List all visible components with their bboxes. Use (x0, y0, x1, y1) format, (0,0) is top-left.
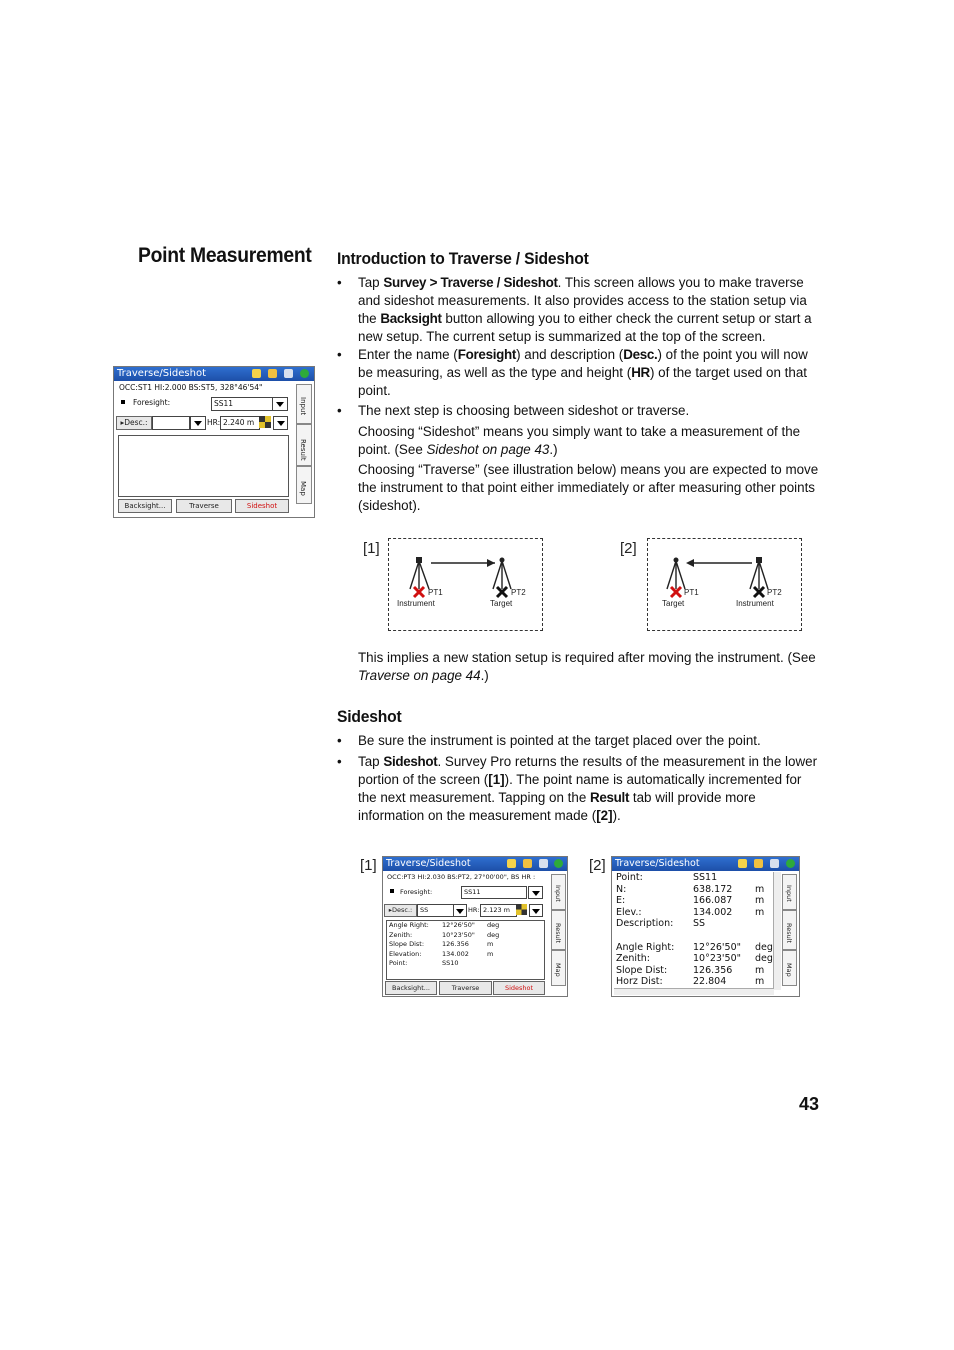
title-bar (114, 367, 314, 381)
new-setup-paragraph: This implies a new station setup is required after moving the instrument. (See Traverse on page 44.) (358, 650, 816, 683)
result-details (615, 872, 775, 988)
traverse-paragraph: Choosing “Traverse” (see illustration below) means you are expected to move the instrument to that point either immediately or after measuring other points (sideshot). (358, 462, 819, 513)
row-unit: m (487, 940, 494, 948)
sideshot-result-screen (382, 856, 568, 997)
row-value: 134.002 (693, 906, 733, 918)
bullet-dot: • (337, 733, 342, 748)
result-row (387, 921, 544, 931)
ok-icon[interactable] (554, 859, 563, 868)
row-label: N: (616, 883, 627, 895)
sideshot-term: Sideshot (383, 754, 438, 769)
row-label: Point: (389, 959, 408, 967)
row-label: Angle Right: (389, 921, 429, 929)
row-unit: m (755, 906, 765, 918)
occupied-summary: OCC:PT3 HI:2.030 BS:PT2, 27°00'00", BS HR : (387, 873, 536, 881)
tab-map[interactable]: Map (551, 950, 566, 986)
star-icon[interactable] (754, 859, 763, 868)
instrument-head-icon (416, 557, 422, 563)
row-value: 126.356 (693, 964, 733, 976)
desc-dropdown[interactable] (190, 416, 206, 430)
intro-bullet-1: • Tap Survey > Traverse / Sideshot. This screen allows you to make traverse and sideshot measurements. It also provides access to the station setup via the Backsight button allowing you to either check the current setup or start a new setup. The current setup is summarized at the top of the screen. (337, 275, 812, 344)
result-row (387, 950, 544, 960)
instrument-label: Instrument (736, 599, 774, 608)
result-row (615, 872, 775, 884)
hr-label: HR: (207, 418, 221, 427)
intro-bullet-3: • The next step is choosing between sideshot or traverse. (337, 403, 690, 418)
foresight-label: Foresight: (133, 398, 171, 407)
result-row (615, 942, 775, 954)
ref-1: [1] (488, 772, 505, 787)
desc-button[interactable]: ▸Desc.: (384, 904, 417, 917)
row-unit: deg (487, 930, 500, 939)
traverse-button[interactable]: Traverse (176, 499, 232, 513)
hr-input[interactable]: 2.123 m (480, 904, 517, 917)
tab-result[interactable]: Result (782, 910, 797, 950)
desc-dropdown[interactable] (453, 904, 467, 917)
hr-input[interactable]: 2.240 m (220, 416, 260, 430)
diagram-2-graphic (648, 539, 801, 630)
sideshot-heading: Sideshot (337, 707, 402, 726)
clipboard-icon[interactable] (284, 369, 293, 378)
result-row (615, 976, 775, 988)
foresight-bullet (390, 889, 394, 893)
target-head-icon (674, 558, 679, 563)
result-row (615, 965, 775, 977)
traverse-ref[interactable]: Traverse on page 44 (358, 668, 481, 683)
row-value: 22.804 (693, 976, 727, 988)
row-unit: m (755, 895, 765, 907)
result-term: Result (590, 790, 630, 805)
tab-map[interactable]: Map (782, 950, 797, 986)
star-icon[interactable] (523, 859, 532, 868)
row-value: 12°26'50" (442, 921, 475, 929)
target-dropdown[interactable] (273, 416, 288, 430)
sideshot-bullet-1: • Be sure the instrument is pointed at the target placed over the point. (337, 733, 761, 748)
tab-result[interactable]: Result (551, 910, 566, 950)
instrument-head-icon (756, 557, 762, 563)
row-value: 134.002 (442, 949, 469, 958)
occupied-summary: OCC:ST1 HI:2.000 BS:ST5, 328°46'54" (119, 383, 263, 392)
help-icon[interactable] (507, 859, 516, 868)
row-value: SS (693, 918, 706, 930)
horizontal-scrollbar[interactable] (614, 988, 774, 995)
results-rows (387, 921, 544, 969)
help-icon[interactable] (738, 859, 747, 868)
backsight-button[interactable]: Backsight... (118, 499, 172, 513)
desc-term: Desc. (623, 347, 658, 362)
foresight-input[interactable]: SS11 (211, 397, 273, 411)
target-head-icon (500, 558, 505, 563)
traverse-sideshot-screen (113, 366, 315, 518)
row-label: Slope Dist: (616, 964, 668, 976)
section-title: Point Measurement (138, 244, 312, 267)
target-label: Target (490, 599, 513, 608)
pt2-label: PT2 (767, 588, 782, 597)
row-unit: deg (755, 941, 773, 953)
pt1-label: PT1 (428, 588, 443, 597)
title-bar (612, 857, 799, 871)
row-unit: deg (755, 953, 773, 965)
vertical-scrollbar[interactable] (773, 872, 781, 990)
desc-button[interactable]: ▸Desc.: (116, 416, 152, 430)
result-row (387, 931, 544, 941)
bullet-dot: • (337, 347, 342, 362)
row-value: SS11 (693, 872, 718, 883)
sideshot-button[interactable]: Sideshot (493, 981, 545, 995)
row-value: 12°26'50" (693, 941, 741, 953)
row-value: 10°23'50" (693, 953, 741, 965)
screen-3-label: [2] (589, 857, 606, 874)
page-number: 43 (799, 1094, 820, 1114)
screen-2-label: [1] (360, 857, 377, 874)
foresight-label: Foresight: (400, 888, 433, 896)
desc-input[interactable] (152, 416, 190, 430)
result-tab-screen (611, 856, 800, 997)
tab-input[interactable]: Input (296, 384, 312, 424)
target-type-icon[interactable] (259, 416, 271, 428)
diagram-1 (388, 538, 543, 631)
row-value: 10°23'50" (442, 930, 475, 939)
target-label: Target (662, 599, 685, 608)
row-unit: deg (487, 921, 500, 929)
diagram-2 (647, 538, 802, 631)
row-value: 166.087 (693, 895, 733, 907)
row-label: E: (616, 895, 626, 907)
row-label: Elevation: (389, 949, 422, 958)
intro-bullet-2: • Enter the name (Foresight) and description (Desc.) of the point you will now be measuring, as well as the type and height (HR) of the target used on that point. (337, 347, 808, 398)
results-list (386, 920, 545, 980)
result-row (615, 953, 775, 965)
star-icon[interactable] (268, 369, 277, 378)
diagram-1-graphic (389, 539, 542, 630)
row-unit: m (487, 949, 494, 958)
row-label: Elev.: (616, 906, 642, 918)
screen-title: Traverse/Sideshot (117, 368, 207, 379)
row-label: Slope Dist: (389, 940, 425, 948)
pt1-label: PT1 (684, 588, 699, 597)
backsight-button[interactable]: Backsight... (385, 981, 437, 995)
sideshot-paragraph: Choosing “Sideshot” means you simply want to take a measurement of the point. (See Sideshot on page 43.) (358, 424, 801, 457)
row-label: Zenith: (616, 953, 650, 965)
clipboard-icon[interactable] (539, 859, 548, 868)
tab-input[interactable]: Input (551, 874, 566, 910)
result-row (387, 959, 544, 969)
row-label: Horz Dist: (616, 976, 663, 988)
diagram-1-label: [1] (363, 540, 380, 557)
foresight-term: Foresight (457, 347, 517, 362)
bullet-dot: • (337, 754, 342, 769)
row-unit: m (755, 883, 765, 895)
row-label: Point: (616, 872, 643, 883)
bullet-dot: • (337, 403, 342, 418)
tab-map[interactable]: Map (296, 466, 312, 504)
tab-input[interactable]: Input (782, 874, 797, 910)
screen-title: Traverse/Sideshot (615, 858, 700, 869)
pt2-label: PT2 (511, 588, 526, 597)
target-dropdown[interactable] (529, 904, 543, 917)
row-label: Zenith: (389, 930, 413, 939)
sideshot-button[interactable]: Sideshot (235, 499, 289, 513)
result-row (615, 918, 775, 930)
result-row (615, 884, 775, 896)
diagram-2-label: [2] (620, 540, 637, 557)
result-row (615, 907, 775, 919)
menu-path: Survey > Traverse / Sideshot (383, 275, 558, 290)
row-unit: m (755, 964, 765, 976)
help-icon[interactable] (252, 369, 261, 378)
hr-label: HR: (468, 906, 480, 914)
foresight-dropdown[interactable] (272, 397, 288, 411)
row-value: 126.356 (442, 940, 469, 948)
backsight-term: Backsight (380, 311, 442, 326)
row-value: SS10 (442, 959, 459, 967)
clipboard-icon[interactable] (770, 859, 779, 868)
traverse-button[interactable]: Traverse (439, 981, 492, 995)
sideshot-bullet-2: • Tap Sideshot. Survey Pro returns the results of the measurement in the lower portion of the screen ([1]). The point name is automatically incremented for the next measurement. Tapping on the Result tab will provide more information on the measurement made ([2]). (337, 754, 818, 823)
intro-heading: Introduction to Traverse / Sideshot (337, 249, 589, 268)
ok-icon[interactable] (300, 369, 309, 378)
row-label: Description: (616, 918, 674, 930)
row-unit: m (755, 976, 765, 988)
bullet-dot: • (337, 275, 342, 290)
foresight-bullet (121, 400, 125, 404)
result-row (615, 930, 775, 942)
sideshot-ref[interactable]: Sideshot on page 43 (426, 442, 550, 457)
target-type-icon[interactable] (516, 904, 527, 915)
ok-icon[interactable] (786, 859, 795, 868)
results-area (118, 435, 289, 497)
tab-result[interactable]: Result (296, 424, 312, 466)
ref-2: [2] (596, 808, 613, 823)
title-bar (383, 857, 567, 871)
screen-title: Traverse/Sideshot (386, 858, 471, 869)
row-label: Angle Right: (616, 941, 675, 953)
foresight-dropdown[interactable] (528, 886, 543, 899)
desc-input[interactable]: SS (417, 904, 454, 917)
result-row (615, 895, 775, 907)
hr-term: HR (631, 365, 650, 380)
row-value: 638.172 (693, 883, 733, 895)
foresight-input[interactable]: SS11 (461, 886, 527, 899)
instrument-label: Instrument (397, 599, 435, 608)
result-row (387, 940, 544, 950)
